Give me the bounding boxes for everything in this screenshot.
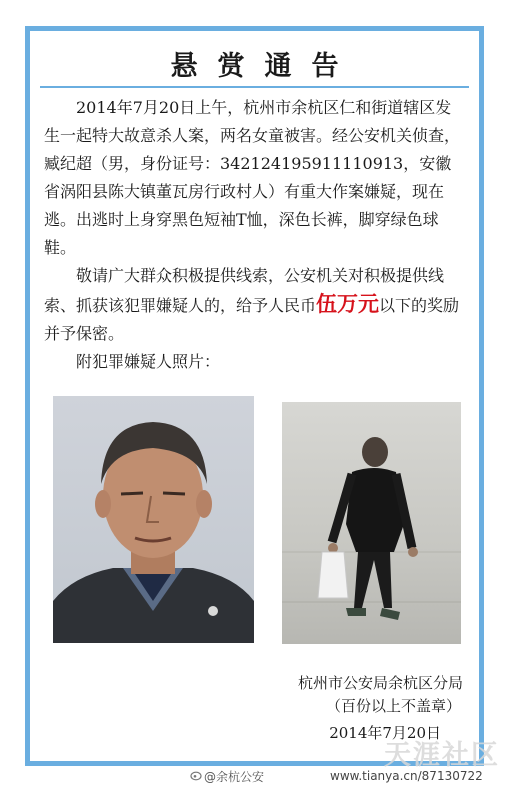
weibo-handle: @余杭公安 — [204, 770, 265, 784]
notice-body — [44, 94, 465, 376]
suspect-cctv-photo — [282, 402, 461, 644]
issuer-name: 杭州市公安局余杭区分局 — [297, 674, 463, 692]
issue-date: 2014年7月20日 — [329, 724, 441, 742]
title-divider — [40, 86, 469, 88]
photo-caption: 附犯罪嫌疑人照片： — [76, 352, 221, 371]
paragraph-reward — [44, 262, 465, 348]
source-url: www.tianya.cn/87130722 — [330, 769, 483, 783]
tianya-watermark: 天涯社区 — [384, 740, 500, 771]
weibo-icon — [190, 769, 202, 781]
paragraph-case: 2014年7月20日上午，杭州市余杭区仁和街道辖区发生一起特大故意杀人案，两名女童被害。经公安机关侦查，臧纪超（男，身份证号：342124195911110913，安徽省涡阳县陈大镇董瓦房行政村人）有重大作案嫌疑，现在逃。出逃时上身穿黑色短袖T恤，深色长裤，脚穿绿色球鞋。 — [44, 98, 461, 257]
stamp-note: （百份以上不盖章） — [325, 697, 461, 715]
reward-text: 敬请广大群众积极提供线索，公安机关对积极提供线索、抓获该犯罪嫌疑人的，给予人民币 — [44, 266, 445, 315]
notice-title: 悬赏通告 — [170, 51, 359, 82]
notice-frame — [25, 26, 484, 766]
suspect-portrait-photo — [53, 396, 254, 643]
reward-amount: 伍万元 — [316, 291, 380, 316]
reward-tail: 以下的奖励并予保密。 — [44, 296, 460, 343]
